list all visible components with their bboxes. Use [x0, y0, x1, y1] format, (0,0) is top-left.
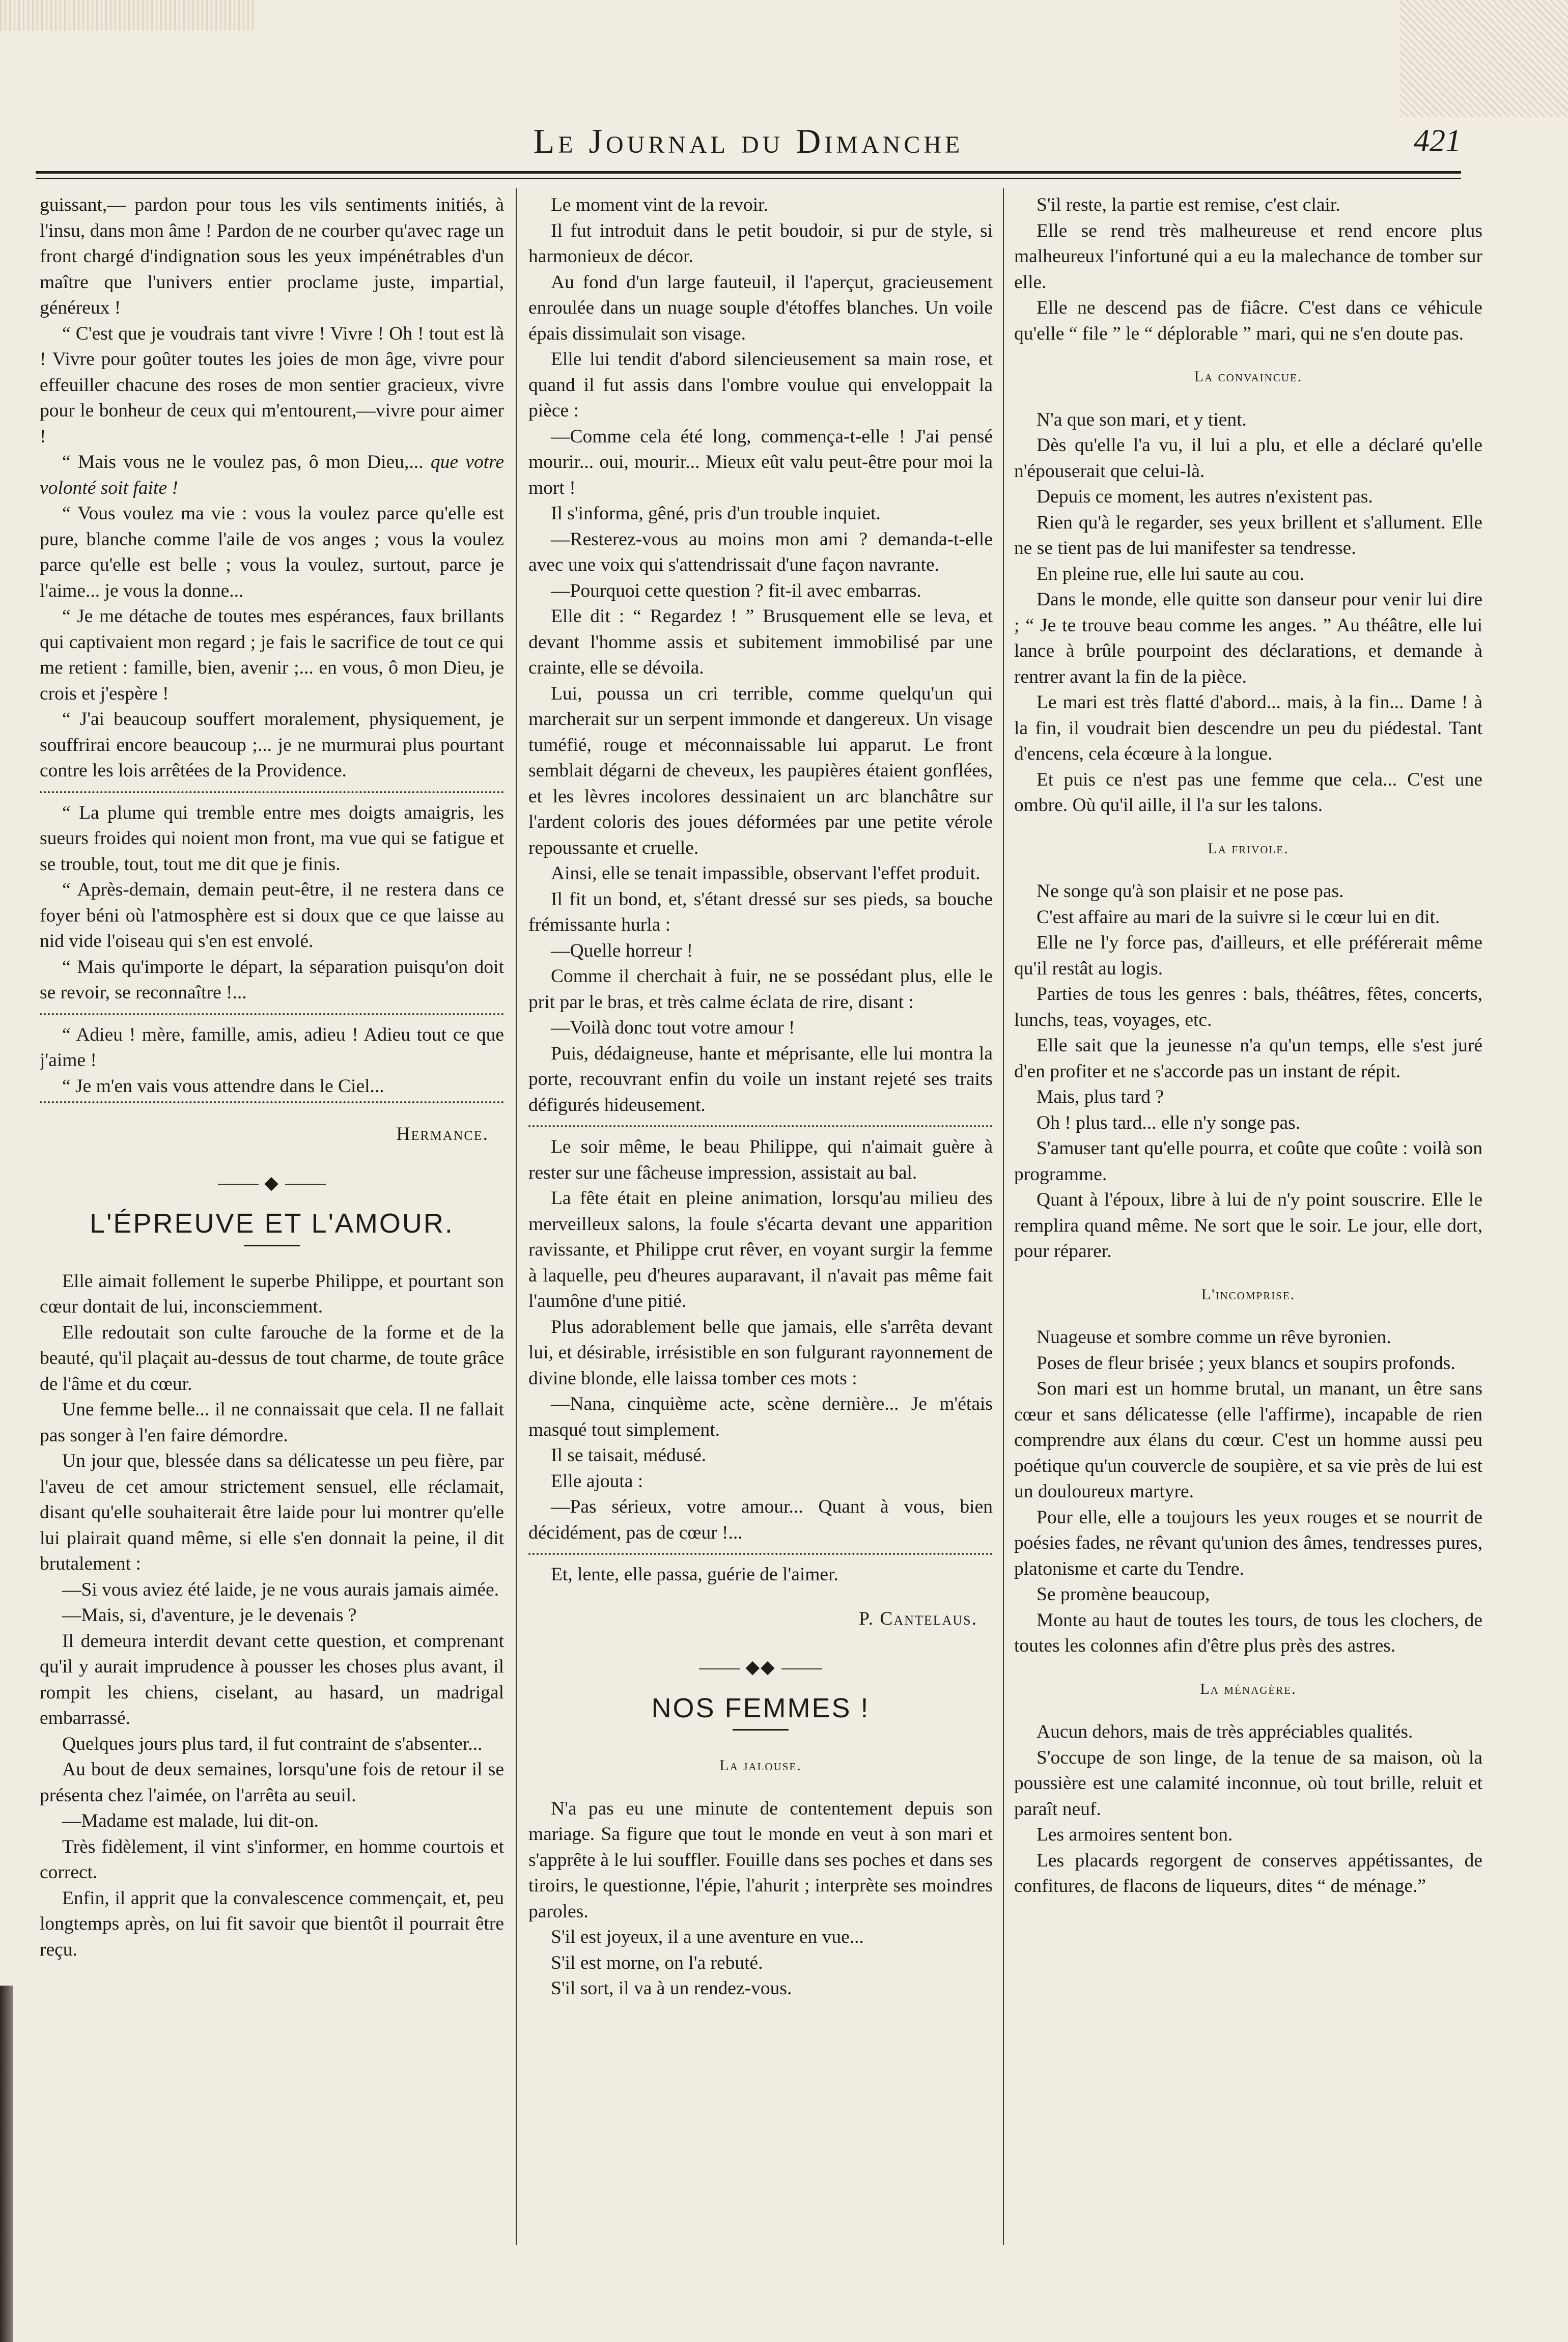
paragraph: Nuageuse et sombre comme un rêve byronien.: [1037, 1327, 1391, 1348]
subsection-heading: La convaincue.: [1194, 368, 1303, 385]
paper-corner-texture: [1400, 0, 1568, 117]
paragraph: “ Je m'en vais vous attendre dans le Ciel...: [62, 1075, 384, 1097]
paper-edge-texture: [0, 0, 255, 31]
binding-shadow: [0, 1986, 13, 2342]
paragraph: Elle redoutait son culte farouche de la forme et de la beauté, qu'il plaçait au-dessus de tout charme, de toute grâce de l'âme et du cœur.: [40, 1322, 504, 1395]
paragraph: Rien qu'à le regarder, ses yeux brillent et s'allument. Elle ne se tient pas de lui manifester sa tendresse.: [1014, 512, 1482, 559]
paragraph: —Madame est malade, lui dit-on.: [62, 1810, 319, 1831]
dotted-separator: [528, 1553, 993, 1555]
subsection-heading: La ménagère.: [1200, 1680, 1297, 1697]
paragraph: Oh ! plus tard... elle n'y songe pas.: [1037, 1112, 1301, 1133]
paragraph: —Mais, si, d'aventure, je le devenais ?: [62, 1605, 357, 1626]
paragraph: La fête était en pleine animation, lorsqu'au milieu des merveilleux salons, la foule s'écarta devant une apparition ravissante, et Philippe crut rêver, en voyant surgir la femme à laquelle, peu d'heures auparavant, il n'avait pas même fait l'aumône d'une pitié.: [528, 1188, 993, 1312]
title-rule: [733, 1729, 789, 1731]
paragraph: Aucun dehors, mais de très appréciables qualités.: [1037, 1721, 1413, 1742]
paragraph: Elle ne l'y force pas, d'ailleurs, et elle préférerait même qu'il restât au logis.: [1014, 932, 1482, 979]
paragraph: Elle se rend très malheureuse et rend encore plus malheureux l'infortuné qui a eu la malechance de tomber sur elle.: [1014, 220, 1482, 293]
header-rule-thin: [36, 178, 1461, 179]
paragraph: Poses de fleur brisée ; yeux blancs et soupirs profonds.: [1037, 1352, 1455, 1374]
paragraph: Plus adorablement belle que jamais, elle s'arrêta devant lui, et désirable, irrésistible en son fulgurant rayonnement de divine blonde, elle laissa tomber ces mots :: [528, 1316, 993, 1389]
paragraph: Le moment vint de la revoir.: [551, 194, 768, 215]
paragraph: Elle aimait follement le superbe Philippe, et pourtant son cœur dontait de lui, inconsciemment.: [40, 1270, 504, 1317]
paragraph: Au fond d'un large fauteuil, il l'aperçut, gracieusement enroulée dans un nuage souple d'étoffes blanches. Un voile épais dissimulait son visage.: [528, 271, 993, 344]
subsection-heading: La jalouse.: [719, 1757, 802, 1774]
paragraph: Lui, poussa un cri terrible, comme quelqu'un qui marcherait sur un serpent immonde et dangereux. Un visage tuméfié, rouge et méconnaissable lui apparut. Le front semblait dégarni de cheveux, les paupières étaient gonflées, et les lèvres incolores dessinaient un arc blanchâtre sur l'ardent coloris des joues déformées par une petite vérole repoussante et cruelle.: [528, 683, 993, 858]
subsection-heading: L'incomprise.: [1201, 1286, 1296, 1303]
paragraph: Mais, plus tard ?: [1037, 1086, 1164, 1107]
section-title: NOS FEMMES !: [651, 1692, 870, 1723]
paragraph: S'il est morne, on l'a rebuté.: [551, 1952, 763, 1973]
paragraph: Depuis ce moment, les autres n'existent pas.: [1037, 486, 1373, 507]
paragraph: —Quelle horreur !: [551, 940, 693, 961]
paragraph: “ Adieu ! mère, famille, amis, adieu ! Adieu tout ce que j'aime !: [40, 1024, 504, 1071]
paragraph: “ La plume qui tremble entre mes doigts amaigris, les sueurs froides qui noient mon front, ma vue qui se fatigue et se trouble, tout, tout me dit que je finis.: [40, 802, 504, 875]
journal-title: Le Journal du Dimanche: [533, 122, 964, 160]
paragraph: Enfin, il apprit que la convalescence commençait, et, peu longtemps après, on lui fit savoir que bientôt il pourrait être reçu.: [40, 1887, 504, 1960]
paragraph: guissant,— pardon pour tous les vils sentiments initiés, à l'insu, dans mon âme ! Pardon de ne courber qu'avec rage un front chargé d'indignation sous les yeux impénétrables d'un maître que l'univers entier proclame juste, impartial, généreux !: [40, 194, 504, 318]
paragraph: Une femme belle... il ne connaissait que cela. Il ne fallait pas songer à l'en faire démordre.: [40, 1399, 504, 1446]
paragraph: Quant à l'époux, libre à lui de n'y point souscrire. Elle le remplira quand même. Ne sort que le soir. Le jour, elle dort, pour réparer.: [1014, 1189, 1482, 1262]
author-signature: Hermance.: [396, 1124, 489, 1145]
paragraph: Son mari est un homme brutal, un manant, un être sans cœur et sans délicatesse (elle l'affirme), incapable de rien comprendre aux élans du cœur. C'est un homme aussi peu poétique qu'un couvercle de soupière, et sa vie près de lui est un douloureux martyre.: [1014, 1378, 1482, 1502]
paragraph: Ne songe qu'à son plaisir et ne pose pas.: [1037, 881, 1344, 902]
paragraph: Il fut introduit dans le petit boudoir, si pur de style, si harmonieux de décor.: [528, 220, 993, 267]
column-2: [528, 192, 993, 2239]
ornament-divider: ◆: [40, 1170, 504, 1196]
paragraph: Il fit un bond, et, s'étant dressé sur ses pieds, sa bouche frémissante hurla :: [528, 888, 993, 935]
paragraph: —Si vous aviez été laide, je ne vous aurais jamais aimée.: [62, 1579, 499, 1600]
header-rule-thick: [36, 171, 1461, 174]
paragraph: Quelques jours plus tard, il fut contraint de s'absenter...: [62, 1733, 483, 1754]
paragraph: “ Mais qu'importe le départ, la séparation puisqu'on doit se revoir, se reconnaître !...: [40, 956, 504, 1003]
paragraph: S'il reste, la partie est remise, c'est clair.: [1037, 194, 1340, 215]
paragraph: Dans le monde, elle quitte son danseur pour venir lui dire ; “ Je te trouve beau comme les anges. ” Au théâtre, elle lui lance à brûle pourpoint des déclarations, et demande à rentrer avant la fin de la pièce.: [1014, 589, 1482, 687]
paragraph: —Pas sérieux, votre amour... Quant à vous, bien décidément, pas de cœur !...: [528, 1496, 993, 1543]
paragraph: Elle dit : “ Regardez ! ” Brusquement elle se leva, et devant l'homme assis et subitement immobilisé par une crainte, elle se dévoila.: [528, 606, 993, 678]
paragraph: “ Vous voulez ma vie : vous la voulez parce qu'elle est pure, blanche comme l'aile de vos anges ; vous la voulez parce qu'elle est belle ; vous la voulez, surtout, parce je l'aime... je vous la donne...: [40, 503, 504, 601]
paragraph: Très fidèlement, il vint s'informer, en homme courtois et correct.: [40, 1836, 504, 1883]
paragraph: En pleine rue, elle lui saute au cou.: [1037, 563, 1304, 584]
paragraph: Il se taisait, médusé.: [551, 1445, 707, 1466]
column-3: [1014, 192, 1482, 2239]
column-divider-1: [516, 188, 517, 2245]
dotted-separator: [528, 1125, 993, 1127]
paragraph: Elle ne descend pas de fiâcre. C'est dans ce véhicule qu'elle “ file ” le “ déplorable ” mari, qui ne s'en doute pas.: [1014, 297, 1482, 344]
paragraph: —Nana, cinquième acte, scène dernière... Je m'étais masqué tout simplement.: [528, 1393, 993, 1440]
paragraph: N'a que son mari, et y tient.: [1037, 409, 1247, 430]
paragraph: —Pourquoi cette question ? fit-il avec embarras.: [551, 580, 921, 601]
paragraph: [40, 450, 504, 501]
paragraph: Les placards regorgent de conserves appétissantes, de confitures, de flacons de liqueurs, dites “ de ménage.”: [1014, 1850, 1482, 1897]
paragraph: S'occupe de son linge, de la tenue de sa maison, où la poussière est une calamité inconnue, où tout brille, reluit et paraît neuf.: [1014, 1747, 1482, 1820]
paragraph: Puis, dédaigneuse, hante et méprisante, elle lui montra la porte, recouvrant enfin du voile un instant rejeté ses traits défigurés hideusement.: [528, 1043, 993, 1116]
paragraph: Au bout de deux semaines, lorsqu'une fois de retour il se présenta chez l'aimée, on l'arrêta au seuil.: [40, 1759, 504, 1806]
paragraph: Parties de tous les genres : bals, théâtres, fêtes, concerts, lunchs, teas, voyages, etc.: [1014, 984, 1482, 1030]
paragraph: Monte au haut de toutes les tours, de tous les clochers, de toutes les colonnes afin d'être plus près des astres.: [1014, 1609, 1482, 1656]
paragraph: C'est affaire au mari de la suivre si le cœur lui en dit.: [1037, 906, 1440, 928]
paragraph: “ Après-demain, demain peut-être, il ne restera dans ce foyer béni où l'atmosphère est si doux que ce que laisse au nid vide l'oiseau qui s'en est envolé.: [40, 879, 504, 952]
paragraph: —Voilà donc tout votre amour !: [551, 1017, 795, 1038]
column-1: [40, 192, 504, 2239]
paragraph: “ Je me détache de toutes mes espérances, faux brillants qui captivaient mon regard ; je fais le sacrifice de tout ce qui me retient : famille, bien, avenir ;... en vous, ô mon Dieu, je crois et j'espère !: [40, 606, 504, 704]
paragraph: Et puis ce n'est pas une femme que cela... C'est une ombre. Où qu'il aille, il l'a sur les talons.: [1014, 769, 1482, 816]
paragraph: Et, lente, elle passa, guérie de l'aimer.: [551, 1564, 838, 1585]
paragraph: Elle lui tendit d'abord silencieusement sa main rose, et quand il fut assis dans l'ombre voulue qui enveloppait la pièce :: [528, 349, 993, 421]
page-number: 421: [1414, 124, 1461, 158]
paragraph: “ C'est que je voudrais tant vivre ! Vivre ! Oh ! tout est là ! Vivre pour goûter toutes les joies de mon âge, vivre pour effeuiller chacune des roses de mon sentier gracieux, vivre pour le bonheur de ceux qui m'entourent,—vivre pour aimer !: [40, 323, 504, 447]
italic-phrase: que votre volonté soit faite !: [40, 452, 504, 498]
paragraph: S'il sort, il va à un rendez-vous.: [551, 1978, 792, 1999]
paragraph-text: “ Mais vous ne le voulez pas, ô mon Dieu,...: [62, 452, 424, 472]
paragraph: —Comme cela été long, commença-t-elle ! J'ai pensé mourir... oui, mourir... Mieux eût valu peut-être pour moi la mort !: [528, 426, 993, 498]
paragraph: S'il est joyeux, il a une aventure en vue...: [551, 1927, 864, 1947]
paragraph: Elle sait que la jeunesse n'a qu'un temps, elle s'est juré d'en profiter et ne s'accorde pas un instant de répit.: [1014, 1035, 1482, 1082]
title-rule: [244, 1245, 300, 1246]
paragraph: Pour elle, elle a toujours les yeux rouges et se nourrit de poésies fades, ne rêvant qu'union des âmes, tendresses pures, platonisme et carte du Tendre.: [1014, 1507, 1482, 1579]
dotted-separator: [40, 1101, 504, 1103]
paragraph: Un jour que, blessée dans sa délicatesse un peu fière, par l'aveu de cet amour strictement sensuel, elle réclamait, disant qu'elle souhaiterait être laide pour lui montrer qu'elle lui plairait quand même, si elle s'en donnait la peine, il dit brutalement :: [40, 1451, 504, 1574]
dotted-separator: [40, 1013, 504, 1015]
ornament-divider: ◆◆: [528, 1654, 993, 1680]
paragraph: N'a pas eu une minute de contentement depuis son mariage. Sa figure que tout le monde en veut à son mari et s'apprête à le lui souffler. Fouille dans ses poches et dans ses tiroirs, le questionne, l'épie, l'ahurit ; interprète ses moindres paroles.: [528, 1798, 993, 1922]
paragraph: Ainsi, elle se tenait impassible, observant l'effet produit.: [551, 863, 981, 884]
dotted-separator: [40, 791, 504, 793]
paragraph: Le mari est très flatté d'abord... mais, à la fin... Dame ! à la fin, il voudrait bien descendre un peu du piédestal. Tant d'encens, cela écœure à la longue.: [1014, 692, 1482, 764]
paragraph: —Resterez-vous au moins mon ami ? demanda-t-elle avec une voix qui s'attendrissait d'une façon navrante.: [528, 528, 993, 575]
running-header: [36, 116, 1461, 172]
paragraph: Il s'informa, gêné, pris d'un trouble inquiet.: [551, 503, 881, 524]
paragraph: “ J'ai beaucoup souffert moralement, physiquement, je souffrirai encore beaucoup ;... je ne murmurai plus pourtant contre les lois arrêtées de la Providence.: [40, 709, 504, 781]
paragraph: Il demeura interdit devant cette question, et comprenant qu'il y aurait imprudence à pousser les choses plus avant, il rompit les chiens, ciselant, au hasard, un madrigal embarrassé.: [40, 1630, 504, 1728]
author-signature: P. Cantelaus.: [858, 1608, 977, 1629]
story-title: L'ÉPREUVE ET L'AMOUR.: [90, 1208, 454, 1239]
paragraph: Se promène beaucoup,: [1037, 1584, 1210, 1605]
paragraph: Comme il cherchait à fuir, ne se possédant plus, elle le prit par le bras, et très calme éclata de rire, disant :: [528, 966, 993, 1013]
subsection-heading: La frivole.: [1208, 840, 1289, 857]
paragraph: Elle ajouta :: [551, 1470, 643, 1492]
paragraph: S'amuser tant qu'elle pourra, et coûte que coûte : voilà son programme.: [1014, 1138, 1482, 1185]
column-divider-2: [1003, 188, 1004, 2245]
paragraph: Le soir même, le beau Philippe, qui n'aimait guère à rester sur une fâcheuse impression, assistait au bal.: [528, 1136, 993, 1183]
paragraph: Dès qu'elle l'a vu, il lui a plu, et elle a déclaré qu'elle n'épouserait que celui-là.: [1014, 435, 1482, 482]
paragraph: Les armoires sentent bon.: [1037, 1824, 1233, 1845]
